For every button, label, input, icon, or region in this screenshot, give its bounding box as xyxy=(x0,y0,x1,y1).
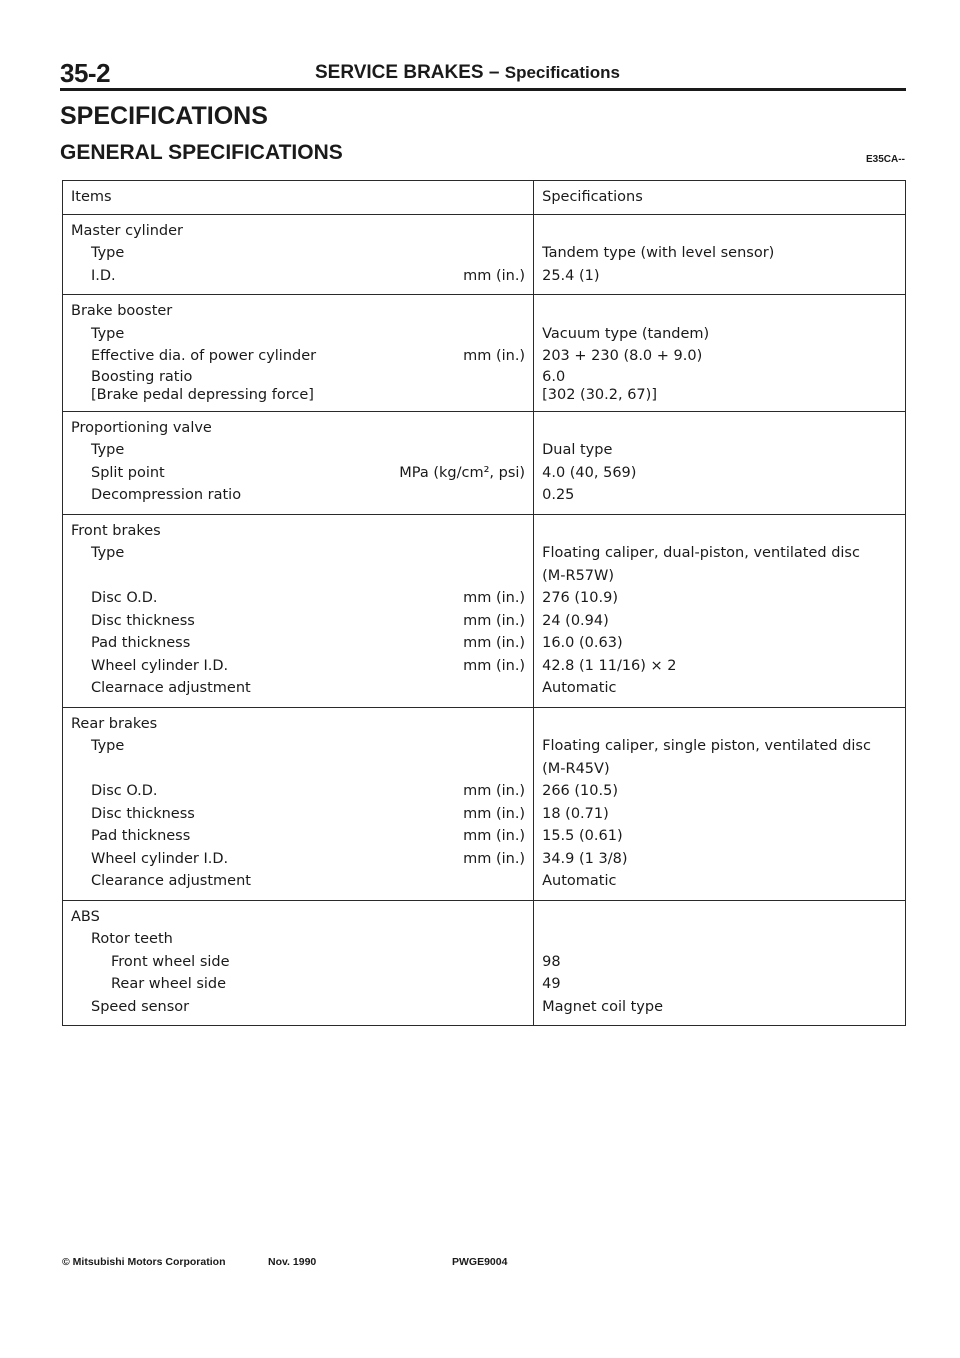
spec-value: Automatic xyxy=(542,873,617,889)
item-label: Pad thickness mm (in.) xyxy=(71,632,525,655)
group-name: Front brakes xyxy=(71,522,161,539)
spec-value: 6.0 xyxy=(542,368,566,385)
spec-value: Floating caliper, dual-piston, ventilated disc xyxy=(542,545,860,561)
unit-label: mm (in.) xyxy=(463,828,526,844)
unit-label: mm (in.) xyxy=(463,590,526,606)
item-label: Effective dia. of power cylinder mm (in.) xyxy=(71,345,525,368)
unit-label: MPa (kg/cm², psi) xyxy=(399,464,526,481)
item-label: I.D. mm (in.) xyxy=(71,265,525,288)
item-label: Disc O.D. mm (in.) xyxy=(71,780,525,803)
item-label: Clearance adjustment xyxy=(91,873,251,889)
item-label: Type xyxy=(91,245,125,261)
group-name: Rear brakes xyxy=(71,715,158,732)
publication-date: Nov. 1990 xyxy=(268,1256,317,1268)
item-label: Boosting ratio xyxy=(91,368,193,385)
spec-value: Tandem type (with level sensor) xyxy=(542,245,775,261)
item-label: Split point MPa (kg/cm², psi) xyxy=(71,462,525,485)
spec-value: 16.0 (0.63) xyxy=(542,635,623,651)
publication-code: PWGE9004 xyxy=(452,1256,508,1268)
specifications-table xyxy=(62,180,906,1026)
spec-group-master-cylinder xyxy=(63,214,906,295)
item-label: Disc O.D. mm (in.) xyxy=(71,587,525,610)
spec-value: [302 (30.2, 67)] xyxy=(542,386,657,403)
spec-value: 49 xyxy=(542,976,561,992)
spec-value: (M-R57W) xyxy=(542,567,615,584)
unit-label: mm (in.) xyxy=(463,348,526,364)
item-label: Type xyxy=(91,545,125,561)
section-name: SERVICE BRAKES xyxy=(315,62,484,83)
document-code: E35CA-- xyxy=(866,154,905,165)
item-label: Wheel cylinder I.D. mm (in.) xyxy=(71,848,525,871)
group-name: ABS xyxy=(71,908,100,925)
section-title: GENERAL SPECIFICATIONS xyxy=(60,141,343,164)
spec-value: 24 (0.94) xyxy=(542,612,609,629)
unit-label: mm (in.) xyxy=(463,805,526,822)
item-label: Rotor teeth xyxy=(91,931,173,947)
spec-value: Magnet coil type xyxy=(542,998,664,1015)
column-header-items: Items xyxy=(63,181,534,215)
table-header-row xyxy=(63,181,906,215)
item-label: [Brake pedal depressing force] xyxy=(91,386,314,403)
unit-label: mm (in.) xyxy=(463,612,526,629)
spec-value: 276 (10.9) xyxy=(542,590,618,606)
spec-value: 0.25 xyxy=(542,487,575,503)
item-label: Pad thickness mm (in.) xyxy=(71,825,525,848)
unit-label: mm (in.) xyxy=(463,850,526,867)
spec-value: 42.8 (1 11/16) × 2 xyxy=(542,657,677,674)
spec-group-rear-brakes xyxy=(63,707,906,900)
item-label: Type xyxy=(91,738,125,754)
item-label: Disc thickness mm (in.) xyxy=(71,803,525,826)
title-dash: – xyxy=(488,62,500,83)
unit-label: mm (in.) xyxy=(463,783,526,799)
group-name: Brake booster xyxy=(71,303,173,319)
copyright: © Mitsubishi Motors Corporation xyxy=(62,1256,226,1268)
page-header xyxy=(60,58,906,88)
item-label: Speed sensor xyxy=(91,998,190,1015)
item-label: Type xyxy=(91,442,125,458)
spec-value: 4.0 (40, 569) xyxy=(542,464,637,481)
running-title xyxy=(315,62,620,84)
spec-value: 18 (0.71) xyxy=(542,805,609,822)
spec-value: 98 xyxy=(542,953,561,970)
spec-value: 25.4 (1) xyxy=(542,267,600,284)
spec-group-abs xyxy=(63,900,906,1026)
item-label: Front wheel side xyxy=(111,953,230,970)
spec-value: 34.9 (1 3/8) xyxy=(542,850,628,867)
column-header-specifications: Specifications xyxy=(534,181,906,215)
item-label: Type xyxy=(91,325,125,342)
item-label: Decompression ratio xyxy=(91,487,242,503)
item-label: Disc thickness mm (in.) xyxy=(71,610,525,633)
subsection-name: Specifications xyxy=(504,63,620,82)
item-label: Clearnace adjustment xyxy=(91,680,251,696)
spec-value: Dual type xyxy=(542,442,613,458)
spec-value: 15.5 (0.61) xyxy=(542,828,623,844)
page-number: 35-2 xyxy=(60,58,111,88)
spec-value: Floating caliper, single piston, ventilated disc xyxy=(542,738,871,754)
spec-group-front-brakes xyxy=(63,514,906,707)
spec-value: 203 + 230 (8.0 + 9.0) xyxy=(542,348,703,364)
group-name: Proportioning valve xyxy=(71,419,212,436)
unit-label: mm (in.) xyxy=(463,267,526,284)
item-label: Wheel cylinder I.D. mm (in.) xyxy=(71,655,525,678)
spec-value: (M-R45V) xyxy=(542,760,610,777)
spec-group-proportioning-valve xyxy=(63,411,906,514)
spec-group-brake-booster xyxy=(63,295,906,412)
spec-value: Vacuum type (tandem) xyxy=(542,325,710,342)
header-rule xyxy=(60,88,906,91)
spec-value xyxy=(542,928,897,951)
unit-label: mm (in.) xyxy=(463,635,526,651)
unit-label: mm (in.) xyxy=(463,657,526,674)
group-name: Master cylinder xyxy=(71,222,184,239)
spec-value: 266 (10.5) xyxy=(542,783,618,799)
page-title: SPECIFICATIONS xyxy=(60,102,268,130)
spec-value: Automatic xyxy=(542,680,617,696)
item-label: Rear wheel side xyxy=(111,976,227,992)
